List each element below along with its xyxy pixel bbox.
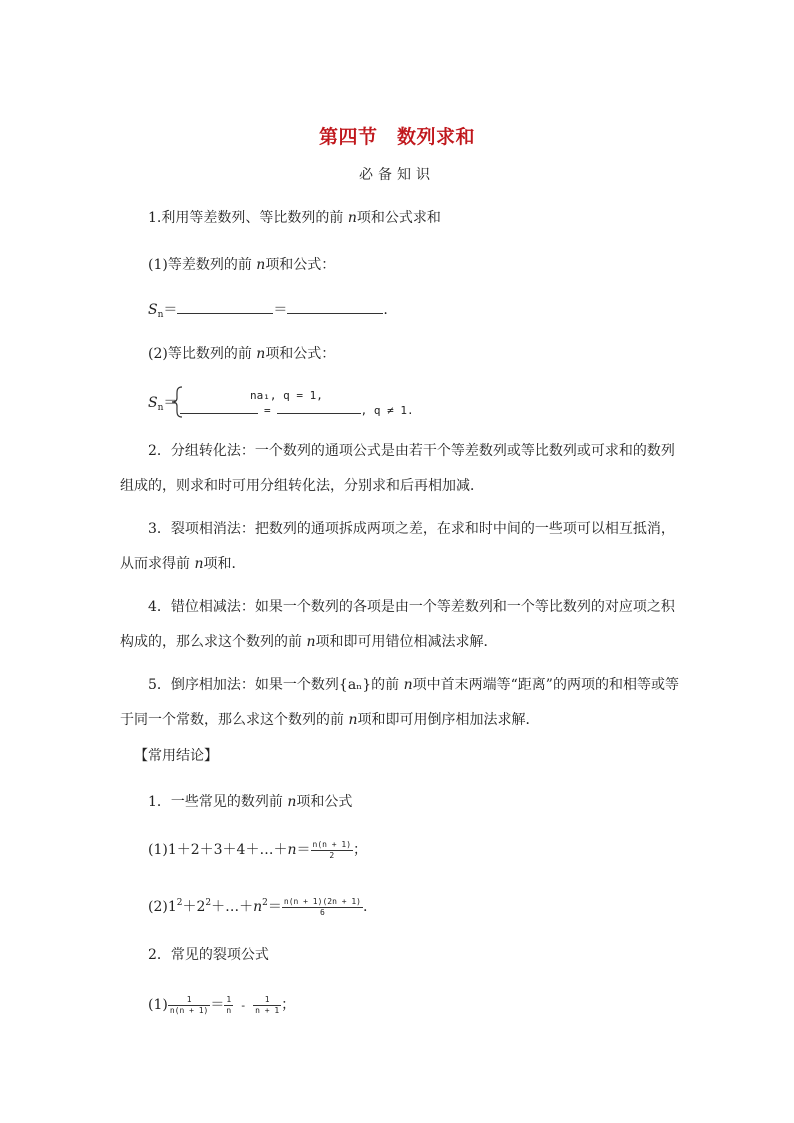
c1-suffix: 项和公式 [296,794,353,810]
c1-prefix: 1．一些常见的数列前 [148,794,288,810]
f2-sup3: 2 [262,898,268,908]
conclusion-1 [148,792,352,812]
geo-suffix: 项和公式： [265,346,336,362]
page-title: 第四节 数列求和 [318,126,475,148]
f3-b-numerator: 1 [253,995,281,1006]
geo-heading [148,344,335,364]
f3-a-denominator: n [226,1005,232,1015]
s4-text-a: 错位相减法：如果一个数列的各项是由一个等差数列和一个等比数列的对应项之积构成的，那么求这个数列的前 [120,599,675,650]
formula-2 [148,891,367,919]
section-3 [120,512,680,582]
s3-num: 3． [148,521,171,537]
blank-field-1[interactable] [177,301,273,314]
s3-n: n [194,556,204,572]
s5-n: n [403,677,413,693]
s5-text-c: 项和即可用倒序相加法求解． [357,712,540,728]
s4-text-b: 项和即可用错位相减法求解． [315,634,498,650]
section-4 [120,590,680,660]
f2-n: n [253,899,263,915]
f1-fraction [311,840,354,861]
f1-end: ； [353,842,368,858]
formula-1 [148,838,367,862]
f2-numerator: n(n + 1)(2n + 1) [283,896,361,906]
geo-sn-sub: n [157,403,164,413]
f3-b-fraction [253,995,281,1016]
f3-end: ； [281,997,296,1013]
blank-field-3[interactable] [180,401,258,414]
f2-eq: ＝ [267,899,282,915]
s4-num: 4． [148,599,171,615]
conclusion-heading: 【常用结论】 [134,748,218,764]
geo-sn-letter: S [148,395,158,411]
f2-denominator: 6 [320,907,325,917]
eq-sign: ＝ [163,302,178,318]
arith-n: n [256,257,266,273]
blank-field-2[interactable] [287,301,383,314]
f1-lhs: (1)1＋2＋3＋4＋…＋ [148,842,288,858]
f3-a-numerator: 1 [226,994,232,1004]
s4-n: n [306,634,316,650]
geo-n: n [256,346,266,362]
f3-numerator: 1 [168,995,211,1006]
f1-numerator: n(n + 1) [312,839,352,849]
f3-pre: (1) [148,997,168,1013]
geo-case-1: na₁, q = 1, [250,389,323,402]
f2-lhs-b: ＋2 [182,899,206,915]
geo-prefix: (2)等比数列的前 [148,346,257,362]
s2-num: 2． [148,443,171,459]
f2-lhs-a: (2)1 [148,899,177,915]
f1-denominator: 2 [329,850,335,860]
formula-3 [148,993,295,1018]
s3-text-b: 项和． [203,556,246,572]
f2-fraction [282,897,363,918]
f2-lhs-c: ＋…＋ [211,899,254,915]
f3-eq: ＝ [210,997,225,1013]
c1-n: n [287,794,297,810]
blank-field-4[interactable] [277,401,361,414]
eq-sign-2: ＝ [273,302,288,318]
section-5 [120,668,680,738]
period: . [383,302,388,318]
f2-sup2: 2 [205,898,212,908]
s5-text-b: 项中首末两端等“距离”的两项的和相等或等于同一个常数，那么求这个数列的前 [120,677,679,728]
s1-heading-prefix: 1.利用等差数列、等比数列的前 [148,210,348,226]
f2-sup1: 2 [176,898,183,908]
section-2 [120,434,680,504]
s1-heading-n: n [347,210,357,226]
sn-sub: n [157,310,164,320]
s1-heading-suffix: 项和公式求和 [356,210,441,226]
sn-letter: S [148,302,158,318]
arith-suffix: 项和公式： [265,257,336,273]
f3-b-denominator: n + 1 [255,1005,280,1015]
geo-case-2 [180,400,414,421]
arith-prefix: (1)等差数列的前 [148,257,257,273]
s5-num: 5． [148,677,171,693]
geo-case2-cond: , q ≠ 1. [360,404,414,417]
f2-end: . [362,899,368,915]
s2-text: 分组转化法：一个数列的通项公式是由若干个等差数列或等比数列或可求和的数列组成的，则求和时可用分组转化法，分别求和后再相加减． [120,443,675,494]
section-subtitle: 必备知识 [359,167,435,183]
f3-denominator: n(n + 1) [169,1005,209,1015]
arith-heading [148,255,335,275]
arith-formula [148,300,388,325]
s1-heading [148,208,441,228]
f3-lhs-fraction [168,995,211,1016]
geo-eq: ＝ [163,395,178,411]
f3-minus: - [233,999,254,1012]
f1-n: n [287,842,297,858]
f1-eq: ＝ [296,842,311,858]
geo-case2-eq: = [264,404,271,417]
f3-a-fraction [224,995,233,1016]
conclusion-2: 2．常见的裂项公式 [148,947,269,963]
s5-text-a: 倒序相加法：如果一个数列{aₙ}的前 [170,677,404,693]
s3-text-a: 裂项相消法：把数列的通项拆成两项之差，在求和时中间的一些项可以相互抵消，从而求得前 [120,521,675,572]
s5-n2: n [348,712,358,728]
